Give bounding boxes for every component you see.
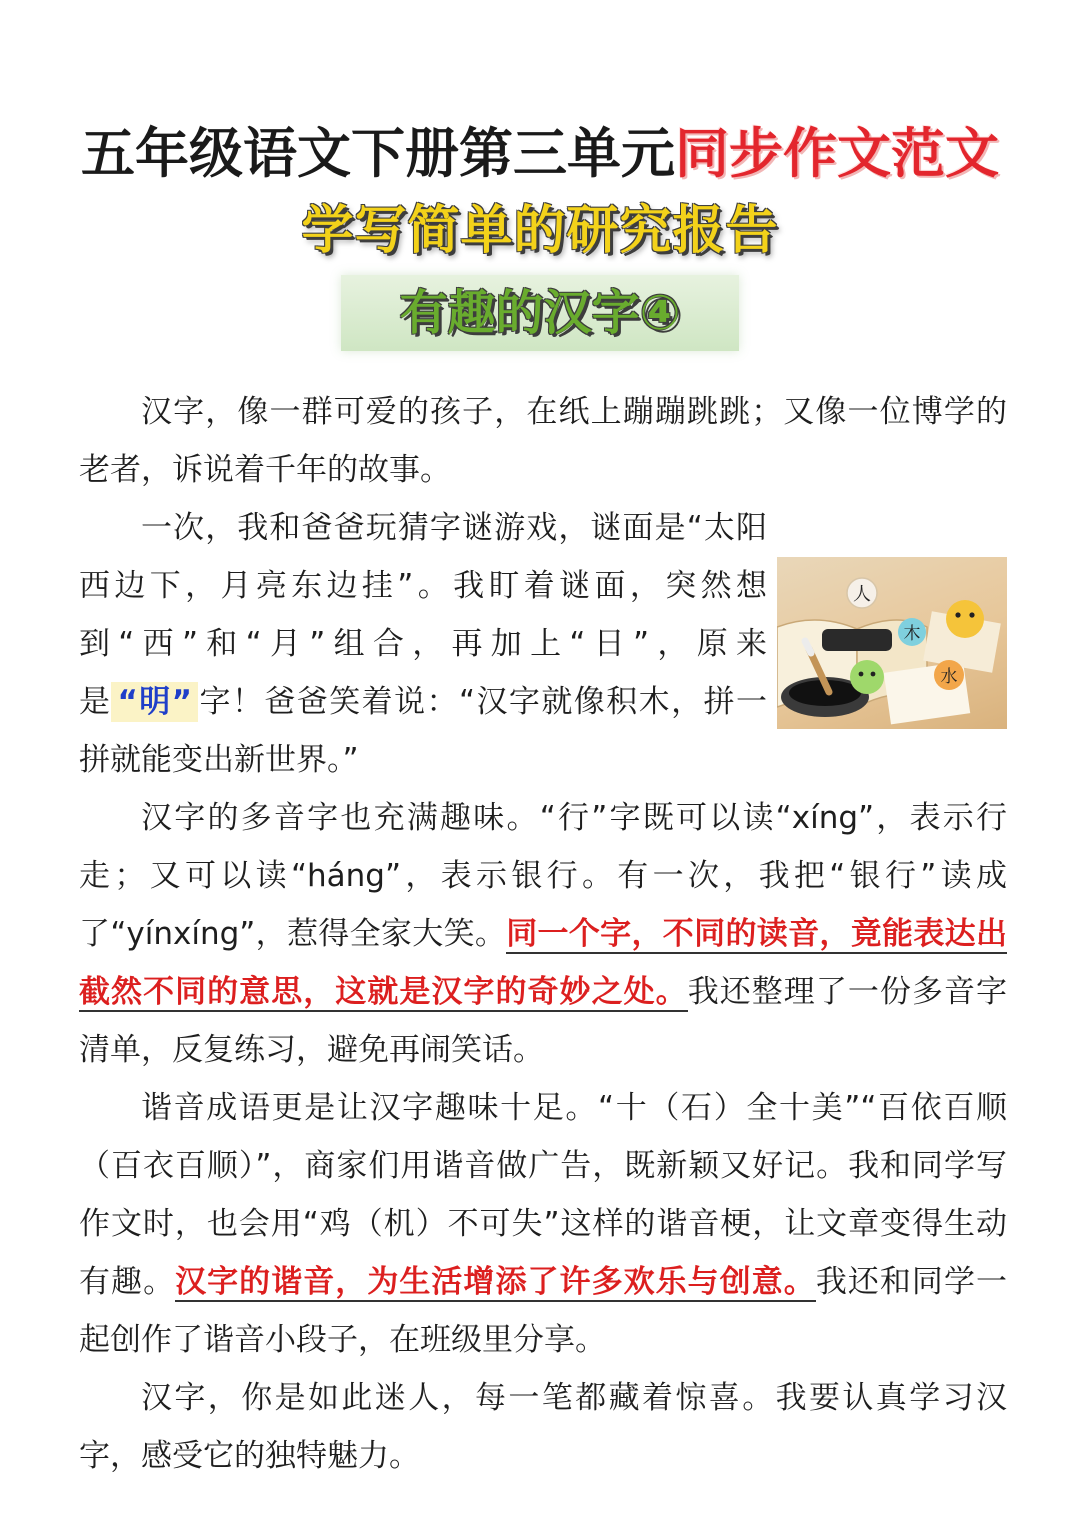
title-part-red: 同步作文范文 (675, 121, 999, 185)
paragraph-2-text-a: 一次，我和爸爸玩猜字谜游戏，谜面是“太阳西边下，月亮东边挂”。我盯着谜面，突然想到“西”和“月”组合，再加上“日”，原来是 (79, 510, 767, 720)
topic-banner (341, 275, 739, 351)
paragraph-4-text-b: 我还和同学一起创作了谐音小段子，在班级里分享。 (79, 1264, 1008, 1358)
page-subtitle: 学写简单的研究报告 (301, 201, 779, 261)
highlighted-word: “明” (111, 682, 198, 722)
topic-banner-text: 有趣的汉字④ (399, 285, 681, 341)
paragraph-2-text-b: 字！爸爸笑着说：“汉字就像积木，拼一拼就能变出新世界。” (79, 684, 767, 778)
paragraph-3-text-a: 汉字的多音字也充满趣味。“行”字既可以读“xíng”，表示行走；又可以读“háng”，表示银行。有一次，我把“银行”读成了“yínxíng”，惹得全家大笑。 (79, 800, 1007, 952)
paragraph-1: 汉字，像一群可爱的孩子，在纸上蹦蹦跳跳；又像一位博学的老者，诉说着千年的故事。 (79, 394, 1007, 488)
badge-char-mu: 木 (903, 624, 921, 644)
paragraph-4 (79, 1079, 1007, 1369)
paragraph-3 (79, 789, 1007, 1079)
badge-char-shui: 水 (940, 667, 958, 687)
essay-body (79, 383, 1007, 1485)
illustration-graphic (777, 557, 1007, 729)
key-sentence-1: 同一个字，不同的读音，竟能表达出截然不同的意思，这就是汉字的奇妙之处。 (79, 916, 1007, 1010)
paragraph-4-text-a: 谐音成语更是让汉字趣味十足。“十（石）全十美”“百依百顺（百衣百顺）”，商家们用谐音做广告，既新颖又好记。我和同学写作文时，也会用“鸡（机）不可失”这样的谐音梗，让文章变得生动有趣。 (79, 1090, 1007, 1300)
title-part-black: 五年级语文下册第三单元 (81, 121, 675, 185)
key-sentence-2: 汉字的谐音，为生活增添了许多欢乐与创意。 (175, 1264, 816, 1300)
paragraph-3-text-b: 我还整理了一份多音字清单，反复练习，避免再闹笑话。 (79, 974, 1008, 1068)
badge-char-ren: 人 (853, 584, 871, 605)
illustration-image (777, 557, 1007, 729)
paragraph-5: 汉字，你是如此迷人，每一笔都藏着惊喜。我要认真学习汉字，感受它的独特魅力。 (79, 1380, 1007, 1474)
page-title (0, 118, 1080, 188)
